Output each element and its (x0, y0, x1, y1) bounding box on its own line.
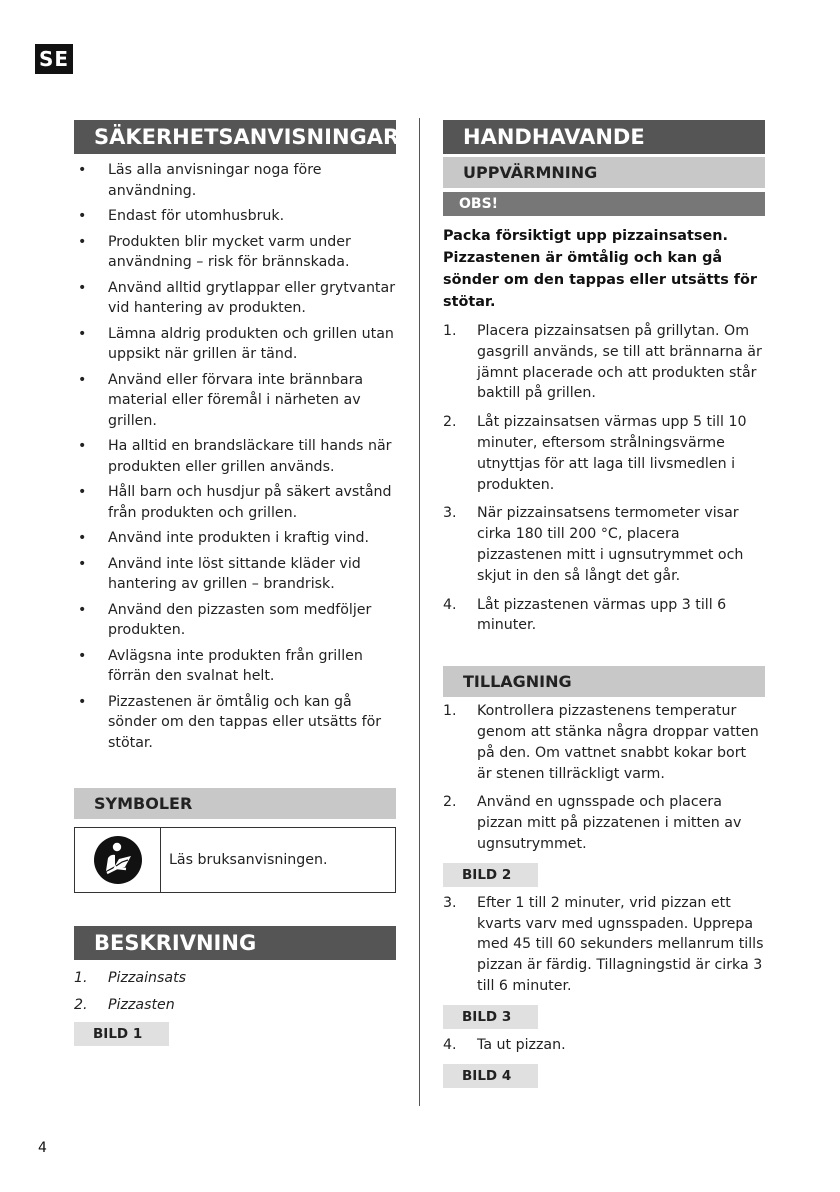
column-divider (419, 118, 420, 1106)
figure-label: BILD 3 (443, 1005, 538, 1029)
language-badge: SE (35, 44, 73, 74)
operation-heading: HANDHAVANDE (443, 120, 765, 154)
parts-list (74, 968, 396, 1015)
list-item: • Använd alltid grytlappar eller grytvantar vid hantering av produkten. (78, 279, 396, 316)
figure-label: BILD 2 (443, 863, 538, 887)
note-label: OBS! (443, 192, 765, 216)
cooking-heading: TILLAGNING (443, 666, 765, 697)
symbols-table (74, 827, 396, 893)
left-column (74, 120, 400, 1046)
list-item: • Håll barn och husdjur på säkert avstånd från produkten och grillen. (78, 484, 392, 521)
figure-label: BILD 1 (74, 1022, 169, 1046)
read-manual-icon (93, 835, 143, 885)
figure-label: BILD 4 (443, 1064, 538, 1088)
list-item: 1. Kontrollera pizzastenens temperatur genom att stänka några droppar vatten på den. Om vattnet snabbt kokar bort är stenen tillräckligt varm. (443, 703, 759, 782)
symbol-icon-cell (75, 828, 161, 892)
list-item: • Lämna aldrig produkten och grillen utan uppsikt när grillen är tänd. (78, 325, 394, 362)
cooking-steps-c (443, 1035, 765, 1056)
list-item: • Avlägsna inte produkten från grillen förrän den svalnat helt. (78, 647, 363, 684)
list-item: 1. Pizzainsats (74, 970, 187, 986)
cooking-steps-a (443, 701, 765, 855)
description-heading: BESKRIVNING (74, 926, 396, 960)
preheat-steps (443, 321, 765, 636)
list-item: 1. Placera pizzainsatsen på grillytan. Om gasgrill används, se till att brännarna är jämnt placerade och att produkten står baktill på grillen. (443, 323, 762, 402)
safety-heading: SÄKERHETSANVISNINGAR (74, 120, 396, 154)
cooking-steps-b (443, 893, 765, 997)
list-item: 2. Pizzasten (74, 997, 175, 1013)
list-item: 4. Låt pizzastenen värmas upp 3 till 6 minuter. (443, 596, 727, 634)
safety-list (74, 160, 396, 753)
list-item: • Använd inte löst sittande kläder vid hantering av grillen – brandrisk. (78, 555, 361, 592)
list-item: 2. Använd en ugnsspade och placera pizzan mitt på pizzatenen i mitten av ugnsutrymmet. (443, 794, 742, 852)
list-item: 2. Låt pizzainsatsen värmas upp 5 till 10 minuter, eftersom strålningsvärme utnyttjas för att laga till livsmedlen i produkten. (443, 414, 747, 493)
page-number: 4 (38, 1140, 47, 1156)
list-item: • Använd inte produkten i kraftig vind. (78, 530, 370, 546)
list-item: 4. Ta ut pizzan. (443, 1036, 566, 1053)
symbols-heading: SYMBOLER (74, 788, 396, 819)
list-item: • Produkten blir mycket varm under användning – risk för brännskada. (78, 233, 351, 270)
list-item: • Använd den pizzasten som medföljer produkten. (78, 601, 372, 638)
right-column (443, 120, 765, 1088)
list-item: • Använd eller förvara inte brännbara material eller föremål i närheten av grillen. (78, 371, 364, 429)
list-item: 3. Efter 1 till 2 minuter, vrid pizzan ett kvarts varv med ugnsspaden. Upprepa med 45 till 60 sekunders mellanrum tills pizzan är färdig. Tillagningstid är cirka 3 till 6 minuter. (443, 894, 764, 994)
preheat-heading: UPPVÄRMNING (443, 157, 765, 188)
list-item: • Läs alla anvisningar noga före användning. (78, 162, 322, 199)
list-item: • Endast för utomhusbruk. (78, 208, 285, 224)
list-item: 3. När pizzainsatsens termometer visar cirka 180 till 200 °C, placera pizzastenen mitt i ugnsutrymmet och skjut in den så långt det går. (443, 505, 744, 584)
list-item: • Ha alltid en brandsläckare till hands när produkten eller grillen används. (78, 438, 392, 475)
symbol-description: Läs bruksanvisningen. (169, 852, 328, 868)
list-item: • Pizzastenen är ömtålig och kan gå sönder om den tappas eller utsätts för stötar. (78, 693, 382, 751)
warning-text: Packa försiktigt upp pizzainsatsen. Pizzastenen är ömtålig och kan gå sönder om den tappas eller utsätts för stötar. (443, 228, 758, 310)
